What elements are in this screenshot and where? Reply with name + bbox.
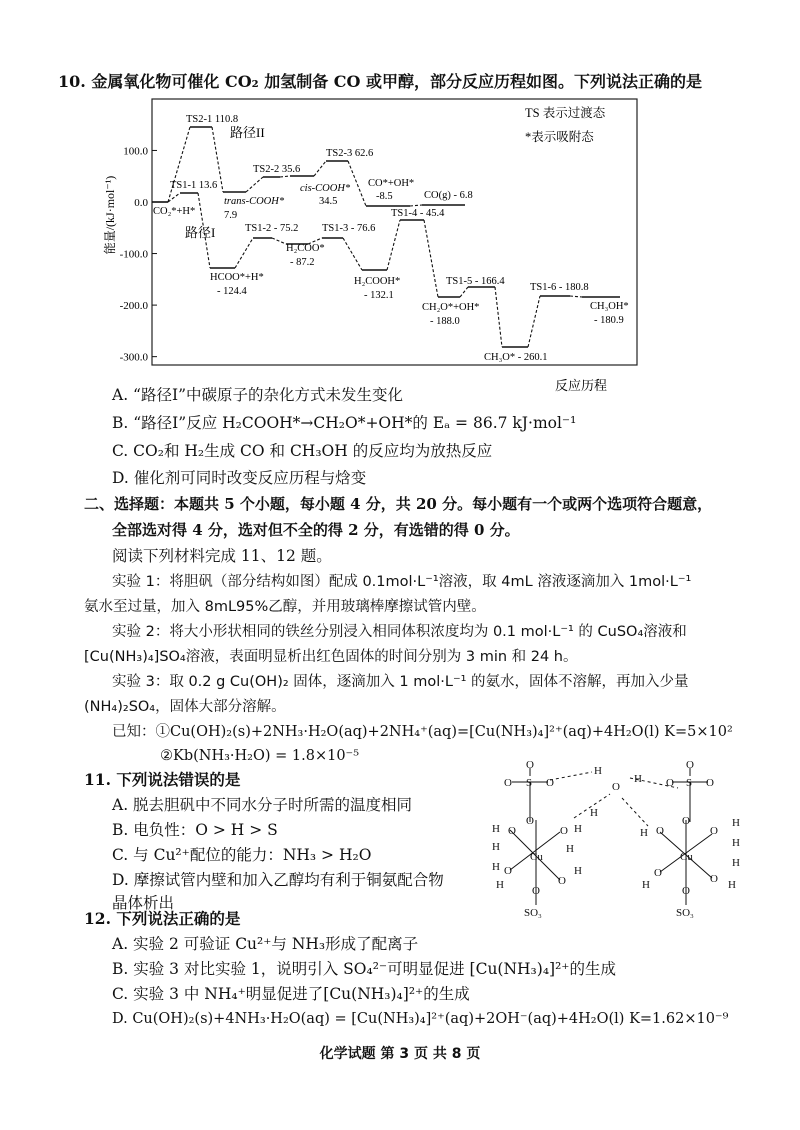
atom-h: H	[566, 843, 574, 855]
note-adsorbed: *表示吸附态	[525, 130, 594, 144]
path-II-label: 路径II	[230, 125, 265, 140]
exp3-line2: (NH₄)₂SO₄，固体大部分溶解。	[84, 699, 286, 715]
atom-o: O	[558, 875, 566, 887]
exp2-line1: 实验 2：将大小形状相同的铁丝分别浸入相同体积浓度均为 0.1 mol·L⁻¹ 的 CuSO₄溶液和	[112, 624, 687, 640]
lbl-h2cooh-val: - 132.1	[364, 290, 394, 301]
atom-o: O	[710, 873, 718, 885]
q10-option-b: B. “路径I”反应 H₂COOH*→CH₂O*+OH*的 Eₐ = 86.7 kJ·mol⁻¹	[112, 414, 577, 432]
section2-header-2: 全部选对得 4 分，选对但不全的得 2 分，有选错的得 0 分。	[112, 521, 520, 539]
structure-svg	[470, 760, 770, 920]
lbl-co-g: CO(g) - 6.8	[424, 190, 473, 201]
conn-I-12	[570, 296, 582, 297]
atom-s: S	[526, 777, 533, 789]
atom-h: H	[594, 765, 602, 777]
lbl-ch2o-val: - 188.0	[430, 316, 460, 327]
atom-cu: Cu	[530, 851, 543, 863]
lbl-ts1-3: TS1-3 - 76.6	[322, 223, 376, 234]
atom-o: O	[612, 781, 620, 793]
conn-II-7	[410, 205, 422, 206]
atom-o: O	[504, 777, 512, 789]
path-I-label: 路径I	[185, 225, 216, 240]
q12-stem: 12. 下列说法正确的是	[84, 909, 241, 928]
q12-option-c: C. 实验 3 中 NH₄⁺明显促进了[Cu(NH₃)₄]²⁺的生成	[112, 985, 470, 1003]
conn-I-4	[272, 238, 286, 244]
atom-o: O	[682, 815, 690, 827]
conn-I-7	[387, 220, 400, 270]
atom-h: H	[634, 773, 642, 785]
atom-o: O	[686, 760, 694, 771]
conn-II-6	[348, 161, 366, 206]
exp2-line2: [Cu(NH₃)₄]SO₄溶液，表面明显析出红色固体的时间分别为 3 min 和 24 h。	[84, 649, 578, 665]
so3-left: SO₃	[524, 907, 542, 919]
lbl-ts2-3: TS2-3 62.6	[326, 148, 374, 159]
lbl-cis-cooh-val: 34.5	[319, 196, 338, 207]
q11-option-d: D. 摩擦试管内壁和加入乙醇均有利于铜氨配合物	[112, 871, 444, 889]
x-axis-label: 反应历程	[555, 378, 608, 393]
lbl-ch3oh-val: - 180.9	[594, 315, 624, 326]
lbl-cis-cooh: cis-COOH*	[300, 183, 351, 194]
atom-o: O	[504, 865, 512, 877]
q11-option-d-cont: 晶体析出	[112, 894, 175, 912]
atom-h: H	[640, 827, 648, 839]
atom-h: H	[574, 865, 582, 877]
y-tick-label: 100.0	[123, 145, 148, 158]
page-footer: 化学试题 第 3 页 共 8 页	[319, 1046, 481, 1062]
y-tick-label: 0.0	[134, 197, 148, 209]
exp1-line2: 氨水至过量，加入 8mL95%乙醇，并用玻璃棒摩擦试管内壁。	[84, 599, 486, 615]
lbl-ts2-2: TS2-2 35.6	[253, 164, 301, 175]
atom-o: O	[532, 885, 540, 897]
atom-h: H	[728, 879, 736, 891]
lbl-hcoo-val: - 124.4	[217, 286, 247, 297]
y-axis-label: 能量/(kJ·mol⁻¹)	[103, 175, 117, 255]
lbl-ts1-4: TS1-4 - 45.4	[391, 208, 445, 219]
lbl-co2-h: CO₂*+H*	[153, 206, 196, 217]
q10-option-d: D. 催化剂可同时改变反应历程与焓变	[112, 469, 367, 487]
conn-II-5	[314, 161, 326, 176]
exp1-line1: 实验 1：将胆矾（部分结构如图）配成 0.1mol·L⁻¹溶液，取 4mL 溶液逐滴加入 1mol·L⁻¹	[112, 574, 692, 590]
note-ts: TS 表示过渡态	[525, 106, 606, 120]
atom-o: O	[654, 867, 662, 879]
atom-h: H	[574, 823, 582, 835]
atom-o: O	[560, 825, 568, 837]
lbl-ts1-6: TS1-6 - 180.8	[530, 282, 589, 293]
section2-header-1: 二、选择题：本题共 5 个小题，每小题 4 分，共 20 分。每小题有一个或两个选项符合题意，	[84, 495, 713, 513]
q11-option-a: A. 脱去胆矾中不同水分子时所需的温度相同	[112, 796, 413, 814]
lbl-trans-cooh: trans-COOH*	[224, 196, 285, 207]
lbl-ts2-1: TS2-1 110.8	[186, 114, 239, 125]
atom-o: O	[656, 825, 664, 837]
q11-option-c: C. 与 Cu²⁺配位的能力：NH₃ > H₂O	[112, 846, 372, 864]
lbl-ch2o-oh: CH₂O*+OH*	[422, 302, 480, 313]
conn-I-10	[495, 287, 502, 347]
atom-s: S	[686, 777, 693, 789]
lbl-h2coo: H₂COO*	[286, 243, 325, 254]
conn-II-4	[280, 176, 290, 177]
lbl-co-oh: CO*+OH*	[368, 178, 415, 189]
conn-I-8	[424, 220, 438, 297]
energy-diagram-svg	[100, 95, 660, 400]
y-tick-label: -100.0	[119, 248, 148, 261]
atom-o: O	[710, 825, 718, 837]
lbl-co-oh-val: -8.5	[376, 191, 393, 202]
atom-h: H	[492, 861, 500, 873]
atom-o: O	[666, 777, 674, 789]
so3-right: SO₃	[676, 907, 694, 919]
atom-o: O	[706, 777, 714, 789]
lbl-ts1-2: TS1-2 - 75.2	[245, 223, 299, 234]
y-tick-label: -300.0	[119, 351, 148, 364]
q11-stem: 11. 下列说法错误的是	[84, 770, 241, 789]
lbl-ts1-5: TS1-5 - 166.4	[446, 276, 505, 287]
q10-option-c: C. CO₂和 H₂生成 CO 和 CH₃OH 的反应均为放热反应	[112, 442, 493, 460]
atom-o: O	[682, 885, 690, 897]
lbl-ts1-1: TS1-1 13.6	[170, 180, 218, 191]
lbl-ch3o: CH₃O* - 260.1	[484, 352, 548, 363]
conn-II-3	[246, 177, 263, 192]
conn-I-9	[460, 287, 468, 297]
section2-read: 阅读下列材料完成 11、12 题。	[112, 547, 332, 565]
energy-diagram	[100, 95, 660, 400]
conn-I-6	[343, 238, 362, 270]
hbond	[550, 772, 592, 780]
q11-option-b: B. 电负性：O > H > S	[112, 821, 278, 839]
atom-o: O	[526, 815, 534, 827]
atom-o: O	[526, 760, 534, 771]
atom-h: H	[642, 879, 650, 891]
atom-h: H	[732, 837, 740, 849]
atom-h: H	[496, 879, 504, 891]
q10-option-a: A. “路径I”中碳原子的杂化方式未发生变化	[112, 386, 404, 404]
conn-I-11	[528, 296, 540, 347]
atom-cu: Cu	[680, 851, 693, 863]
q10-stem: 10. 金属氧化物可催化 CO₂ 加氢制备 CO 或甲醇，部分反应历程如图。下列说法正确的是	[58, 72, 703, 91]
atom-h: H	[492, 823, 500, 835]
atom-h: H	[732, 857, 740, 869]
hbond	[622, 798, 648, 826]
conn-I-3	[235, 238, 253, 268]
lbl-h2cooh: H₂COOH*	[354, 276, 401, 287]
known-1: 已知：①Cu(OH)₂(s)+2NH₃·H₂O(aq)+2NH₄⁺(aq)=[Cu(NH₃)₄]²⁺(aq)+4H₂O(l) K=5×10²	[112, 724, 733, 740]
atom-h: H	[590, 807, 598, 819]
y-tick-label: -200.0	[119, 300, 148, 313]
lbl-ch3oh: CH₃OH*	[590, 301, 629, 312]
q12-option-a: A. 实验 2 可验证 Cu²⁺与 NH₃形成了配离子	[112, 935, 419, 953]
lbl-h2coo-val: - 87.2	[290, 257, 315, 268]
known-2: ②Kb(NH₃·H₂O) = 1.8×10⁻⁵	[160, 748, 360, 764]
exp3-line1: 实验 3：取 0.2 g Cu(OH)₂ 固体，逐滴加入 1 mol·L⁻¹ 的氨水，固体不溶解，再加入少量	[112, 674, 689, 690]
lbl-hcoo-h: HCOO*+H*	[210, 272, 264, 283]
q12-option-b: B. 实验 3 对比实验 1，说明引入 SO₄²⁻可明显促进 [Cu(NH₃)₄]²⁺的生成	[112, 960, 616, 978]
atom-o: O	[508, 825, 516, 837]
chalcanthite-structure	[470, 760, 770, 920]
lbl-trans-cooh-val: 7.9	[224, 210, 238, 221]
atom-h: H	[732, 817, 740, 829]
atom-h: H	[492, 841, 500, 853]
atom-o: O	[546, 777, 554, 789]
q12-option-d: D. Cu(OH)₂(s)+4NH₃·H₂O(aq) = [Cu(NH₃)₄]²⁺(aq)+2OH⁻(aq)+4H₂O(l) K=1.62×10⁻⁹	[112, 1011, 729, 1027]
